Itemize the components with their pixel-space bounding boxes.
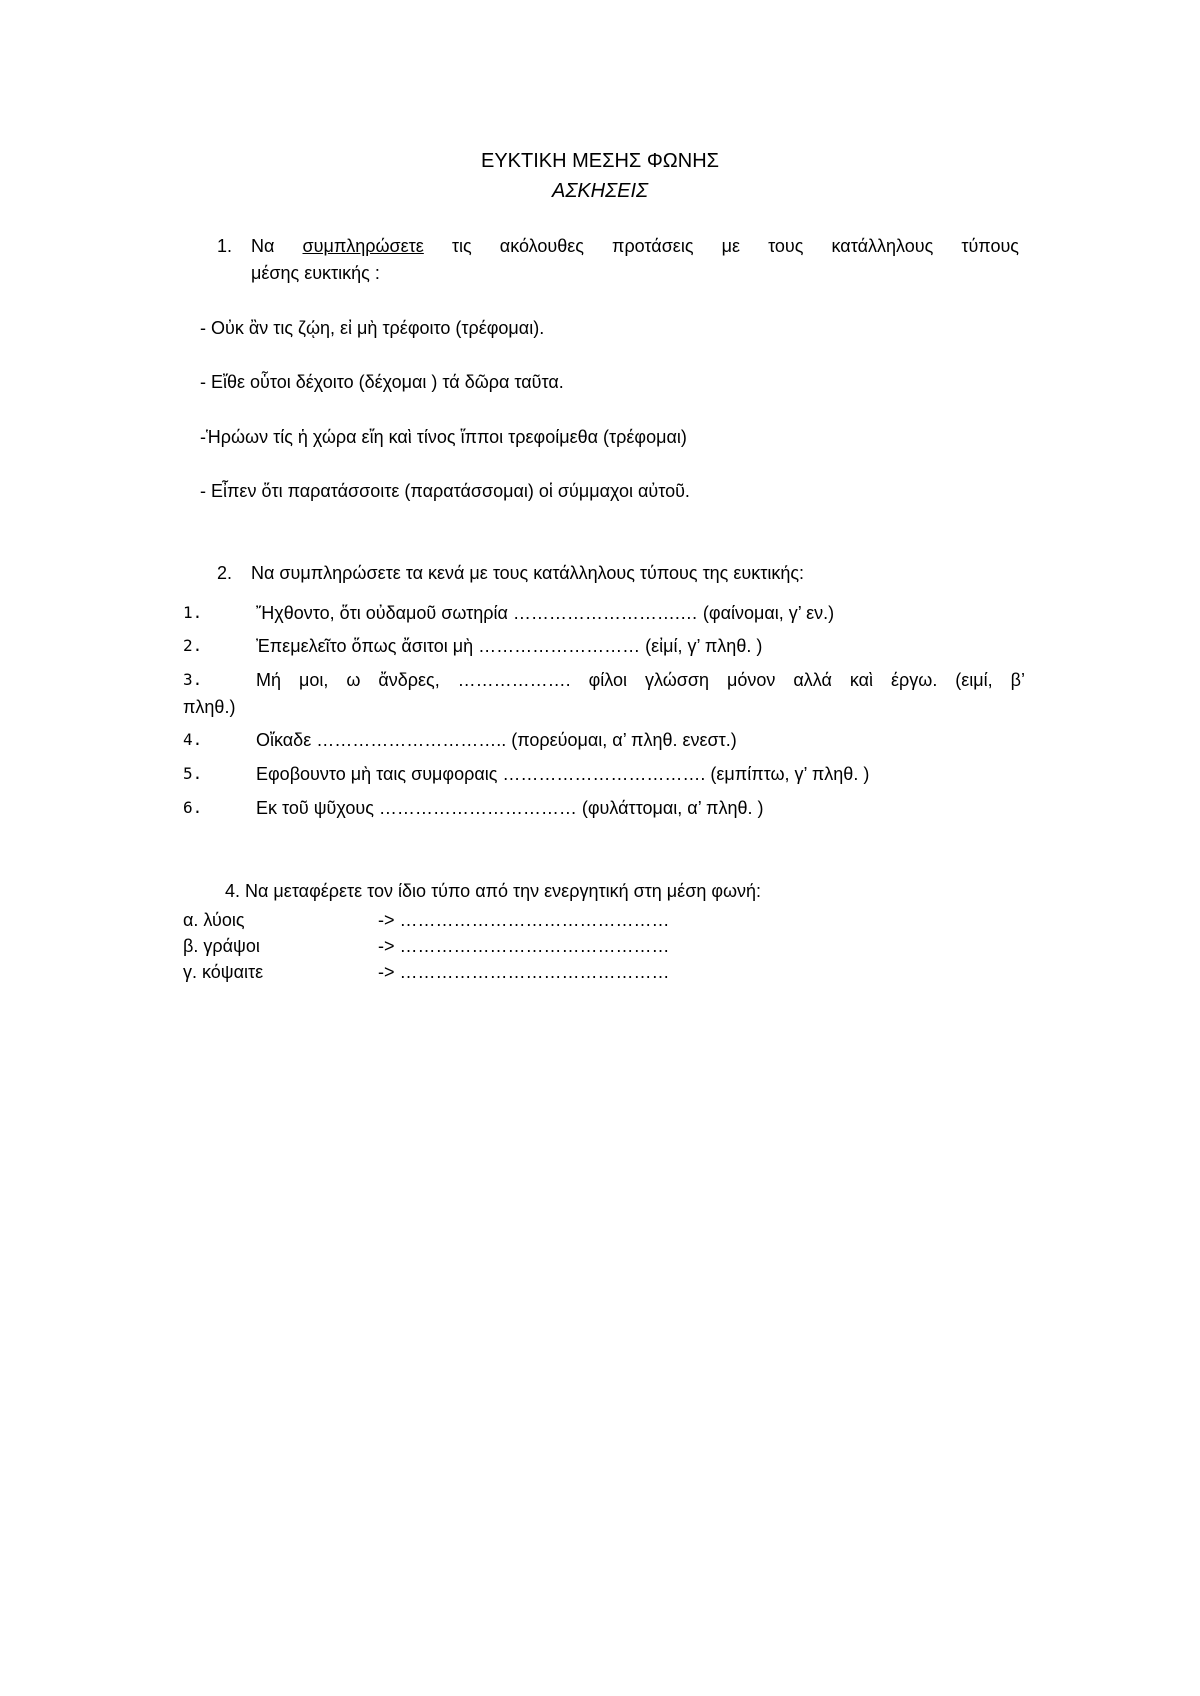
exercise-2-heading-text: Να συμπληρώσετε τα κενά με τους κατάλληλους τύπους της ευκτικής: [251, 563, 805, 583]
item-number: 5. [183, 764, 203, 783]
exercise-1-intro-rest: τις ακόλουθες προτάσεις με τους κατάλληλους τύπους [451, 236, 1019, 256]
exercise-1-sentence: -Ἡρώων τίς ἡ χώρα εἴη καὶ τίνος ἵπποι τρεφοίμεθα (τρέφομαι) [200, 427, 687, 447]
item-text: Εφοβουντο μὴ ταις συμφοραις ……………………………. (εμπίπτω, γ’ πληθ. ) [256, 764, 870, 784]
item-answer-blank: -> ……………………………………… [378, 936, 670, 956]
page-subtitle: ΑΣΚΗΣΕΙΣ [552, 180, 648, 202]
exercise-4-heading: 4. Να μεταφέρετε τον ίδιο τύπο από την ενεργητική στη μέση φωνή: [225, 881, 762, 901]
exercise-1-sentence: - Εἴθε οὗτοι δέχοιτο (δέχομαι ) τά δῶρα ταῦτα. [200, 372, 564, 392]
exercise-1-intro [251, 236, 1019, 257]
item-number: 2. [183, 636, 203, 655]
page-title: ΕΥΚΤΙΚΗ ΜΕΣΗΣ ΦΩΝΗΣ [480, 150, 720, 172]
exercise-1-intro-line2: μέσης ευκτικής : [251, 263, 380, 283]
item-text-line2: πληθ.) [183, 697, 236, 717]
exercise-1-sentence: - Οὐκ ἂν τις ζῴη, εἰ μὴ τρέφοιτο (τρέφομαι). [200, 318, 545, 338]
item-answer-blank: -> ……………………………………… [378, 962, 670, 982]
exercise-1-sentence: - Εἶπεν ὅτι παρατάσσοιτε (παρατάσσομαι) οἱ σύμμαχοι αὐτοῦ. [200, 481, 690, 501]
exercise-1-number: 1. [217, 236, 233, 256]
item-number: 3. [183, 670, 203, 689]
exercise-2-number: 2. [217, 563, 233, 583]
item-text: Ἐπεμελεῖτο ὅπως ἄσιτοι μὴ ……………………… (εἰμί, γ’ πληθ. ) [256, 636, 763, 656]
item-label: α. λύοις [183, 910, 245, 930]
item-label: β. γράψοι [183, 936, 260, 956]
item-number: 4. [183, 730, 203, 749]
item-text: Ἤχθοντο, ὅτι οὐδαμοῦ σωτηρία ……………………….… (φαίνομαι, γ’ εν.) [256, 603, 835, 623]
item-text-line1: Μή μοι, ω ἄνδρες, ………………. φίλοι γλώσση μόνον αλλά καὶ έργω. (ειμί, β’ [256, 670, 1025, 690]
item-text: Οἴκαδε ………………………….. (πορεύομαι, α’ πληθ. ενεστ.) [256, 730, 737, 750]
item-label: γ. κόψαιτε [183, 962, 264, 982]
item-text: Εκ τοῦ ψῦχους …………………………… (φυλάττομαι, α’ πληθ. ) [256, 798, 764, 818]
exercise-1-intro-pre: Να [251, 236, 275, 256]
exercise-1-intro-underlined: συμπληρώσετε [302, 236, 424, 256]
item-number: 6. [183, 798, 203, 817]
item-answer-blank: -> ……………………………………… [378, 910, 670, 930]
item-number: 1. [183, 603, 203, 622]
